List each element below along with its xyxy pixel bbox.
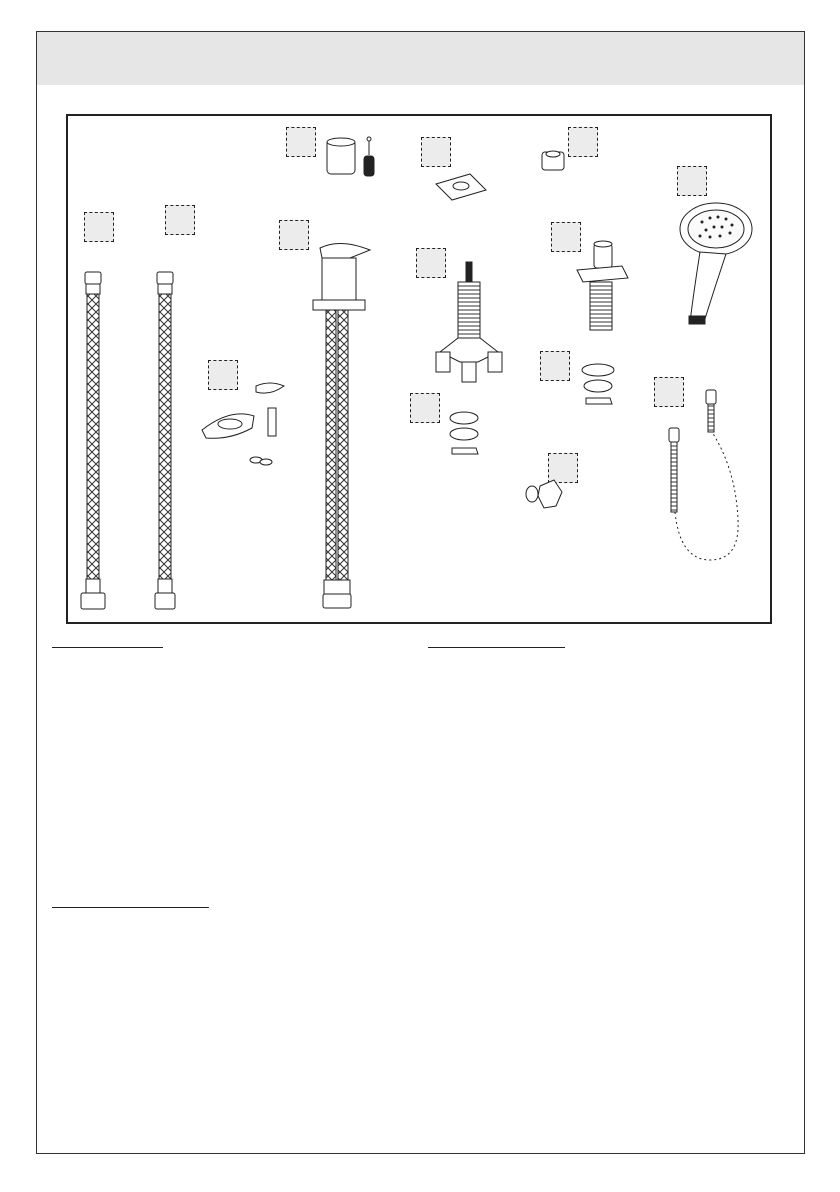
shower-hose	[669, 390, 738, 560]
fixing-kit	[202, 383, 284, 465]
shower-holder-nut	[542, 151, 564, 170]
section-heading-rule-1	[52, 647, 163, 648]
section-heading-rule-2	[428, 647, 565, 648]
handle-cap	[327, 137, 374, 176]
washer-nut-set-b	[582, 364, 614, 404]
shower-holder-pipe	[577, 241, 628, 330]
nut-washer	[526, 480, 562, 508]
mixer-spout	[313, 243, 370, 608]
hand-shower	[680, 203, 752, 324]
hose-middle	[155, 272, 175, 609]
washer-nut-set-a	[450, 412, 478, 454]
hose-left	[81, 272, 105, 609]
section-heading-rule-3	[52, 907, 209, 908]
diverter-body	[436, 262, 502, 382]
deck-plate	[436, 174, 486, 200]
